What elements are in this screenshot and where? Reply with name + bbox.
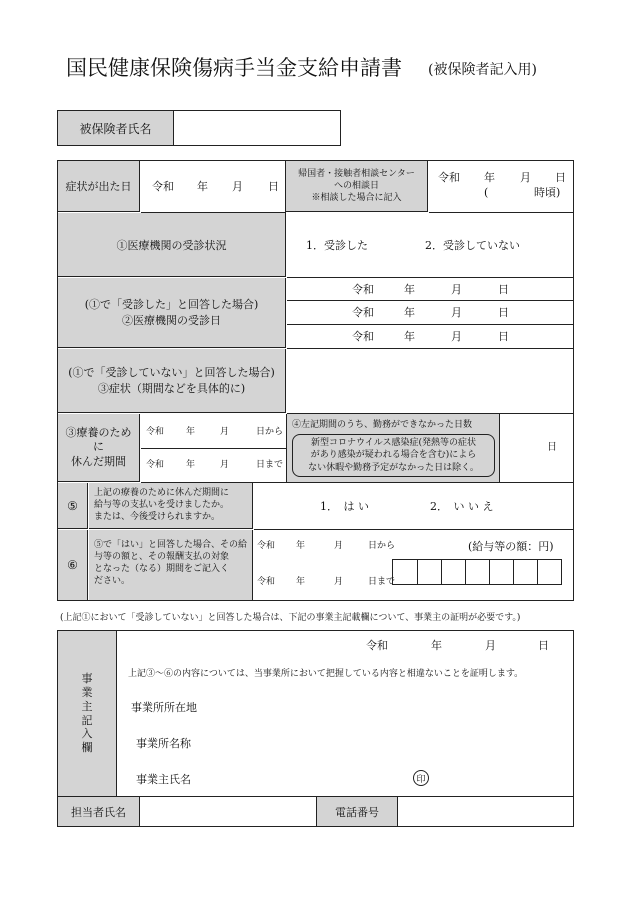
employer-note: (上記①において「受診していない」と回答した場合は、下記の事業主記載欄について、事業主の証明が必要です。)	[60, 613, 521, 623]
q2-date3-month: 月	[451, 330, 462, 343]
q1-option-yes[interactable]: 1．受診した	[306, 239, 368, 252]
q5-option-yes[interactable]: 1． は い	[320, 500, 369, 513]
q2-date1-day: 日	[498, 283, 509, 296]
onset-era: 令和	[152, 180, 174, 193]
q6-line3: となった（なる）期間をご記入く	[94, 564, 230, 575]
amount-digit-sep-4	[489, 560, 490, 584]
rest-divider	[141, 448, 286, 449]
employer-label-char: 欄	[81, 741, 93, 754]
q5-question	[89, 483, 253, 529]
seal-icon: 印	[413, 770, 429, 786]
employer-label-char: 業	[81, 686, 93, 699]
q4-days-unit: 日	[547, 442, 557, 453]
q2-date3-day: 日	[498, 330, 509, 343]
q5-number: ⑤	[58, 483, 88, 529]
onset-year-unit: 年	[197, 180, 208, 193]
consult-label-line1: 帰国者・接触者相談センター	[298, 168, 415, 179]
employer-label	[58, 631, 117, 797]
q5-line1: 上記の療養のために休んだ期間に	[94, 488, 230, 498]
q1-option-no[interactable]: 2．受診していない	[425, 239, 520, 252]
q6-question	[89, 530, 253, 600]
rest-from-era: 令和	[146, 427, 165, 437]
employer-date-year: 年	[431, 639, 442, 652]
q3-label	[58, 349, 286, 413]
employer-date-day: 日	[538, 639, 549, 652]
onset-label: 症状が出た日	[58, 161, 140, 212]
q2-date1-month: 月	[451, 283, 462, 296]
employer-label-char: 事	[81, 672, 93, 686]
q6-number: ⑥	[58, 530, 88, 600]
insured-name-label: 被保険者氏名	[58, 111, 174, 145]
rest-label-line1: ③療養のため	[65, 426, 132, 440]
consult-label	[286, 161, 428, 212]
q2-date2-month: 月	[451, 306, 462, 319]
form-title: 国民健康保険傷病手当金支給申請書	[66, 56, 402, 80]
q5-line3: または、今後受けられますか。	[94, 512, 221, 523]
q6-from-suffix: 日から	[368, 541, 396, 551]
business-name-field[interactable]	[210, 730, 560, 754]
business-name-label: 事業所名称	[136, 737, 191, 750]
employer-date-era: 令和	[366, 639, 388, 652]
rest-to-month: 月	[220, 460, 230, 470]
consult-day-unit: 日	[555, 171, 566, 184]
rest-to-suffix: 日まで	[256, 460, 284, 470]
q6-from-month: 月	[334, 541, 344, 551]
rest-to-era: 令和	[146, 460, 165, 470]
rest-to-year: 年	[186, 460, 196, 470]
amount-digit-sep-5	[513, 560, 514, 584]
q2-label-line1: (①で「受診した」と回答した場合)	[84, 297, 259, 311]
consult-label-line3: ※相談した場合に記入	[311, 193, 402, 204]
staff-name-field[interactable]	[141, 797, 317, 826]
q6-to-month: 月	[334, 577, 344, 587]
q2-date2-day: 日	[498, 306, 509, 319]
q2-date3-year: 年	[404, 330, 415, 343]
consult-label-line2: への相談日	[333, 180, 379, 191]
rest-label-line3: 休んだ期間	[71, 454, 126, 468]
q4-title: ④左記期間のうち、勤務ができなかった日数	[292, 420, 473, 430]
employer-label-char: 入	[81, 727, 93, 741]
employer-label-char: 主	[81, 699, 93, 713]
q5-line2: 給与等の支払いを受けましたか。	[94, 500, 230, 511]
phone-label: 電話番号	[317, 797, 398, 826]
q5-answer	[254, 483, 573, 530]
onset-month-unit: 月	[232, 180, 243, 193]
rest-from-month: 月	[220, 427, 230, 437]
q2-date1-era: 令和	[352, 283, 374, 296]
q2-date2-era: 令和	[352, 306, 374, 319]
q6-amount-boxes[interactable]	[392, 559, 562, 585]
consult-year-unit: 年	[484, 171, 495, 184]
q2-date2-year: 年	[404, 306, 415, 319]
q5-option-no[interactable]: 2． い い え	[430, 500, 494, 513]
owner-name-label: 事業主氏名	[136, 773, 191, 786]
q6-line4: ださい。	[94, 576, 131, 587]
q4-note-line1: 新型コロナウイルス感染症(発熱等の症状	[311, 438, 476, 449]
amount-digit-sep-6	[537, 560, 538, 584]
q6-to-year: 年	[296, 577, 306, 587]
consult-month-unit: 月	[520, 171, 531, 184]
onset-day-unit: 日	[268, 180, 279, 193]
employer-label-char: 記	[81, 713, 93, 727]
consult-hour-open: (	[484, 186, 489, 199]
rest-from-suffix: 日から	[256, 427, 284, 437]
rest-from-year: 年	[186, 427, 196, 437]
q3-symptoms-field[interactable]	[287, 349, 573, 414]
q6-amount-label: (給与等の額：円)	[468, 540, 554, 553]
q1-label: ①医療機関の受診状況	[58, 213, 286, 277]
q6-to-suffix: 日まで	[368, 577, 396, 587]
consult-era: 令和	[438, 171, 460, 184]
q4-note	[292, 434, 495, 477]
q2-divider-1	[287, 300, 573, 301]
q2-date3-era: 令和	[352, 330, 374, 343]
q2-dates[interactable]	[287, 278, 573, 349]
business-address-field[interactable]	[210, 694, 560, 718]
q6-from-era: 令和	[257, 541, 276, 551]
form-subtitle: (被保険者記入用)	[428, 62, 537, 78]
employer-date-month: 月	[485, 639, 496, 652]
q3-label-line2: ③症状（期間などを具体的に)	[97, 381, 246, 395]
business-address-label: 事業所所在地	[131, 701, 197, 714]
insured-name-field[interactable]	[175, 111, 340, 145]
q2-date1-year: 年	[404, 283, 415, 296]
q4-days-field[interactable]	[500, 414, 573, 483]
q6-line2: 与等の額と、その報酬支払の対象	[94, 552, 230, 563]
employer-certification: 上記③～⑥の内容については、当事業所において把握している内容と相違ないことを証明します。	[128, 669, 524, 679]
owner-name-field[interactable]	[210, 766, 405, 790]
amount-digit-sep-2	[441, 560, 442, 584]
q4-note-line2: があり感染が疑われる場合を含む)によら	[310, 450, 477, 461]
q3-label-line1: (①で「受診していない」と回答した場合)	[68, 365, 275, 379]
rest-label-line2: に	[93, 440, 104, 454]
q2-label	[58, 278, 286, 348]
q6-from-year: 年	[296, 541, 306, 551]
q6-to-era: 令和	[257, 577, 276, 587]
staff-name-label: 担当者氏名	[58, 797, 140, 826]
q2-divider-2	[287, 324, 573, 325]
q4-note-line3: ない休暇や勤務予定がなかった日は除く。	[308, 462, 479, 473]
rest-period-label	[58, 414, 140, 482]
q2-label-line2: ②医療機関の受診日	[122, 313, 221, 327]
q6-line1: ⑤で「はい」と回答した場合、その給	[94, 540, 248, 550]
consult-hour-unit: 時頃)	[534, 186, 561, 199]
phone-field[interactable]	[399, 797, 573, 826]
amount-digit-sep-1	[417, 560, 418, 584]
amount-digit-sep-3	[465, 560, 466, 584]
